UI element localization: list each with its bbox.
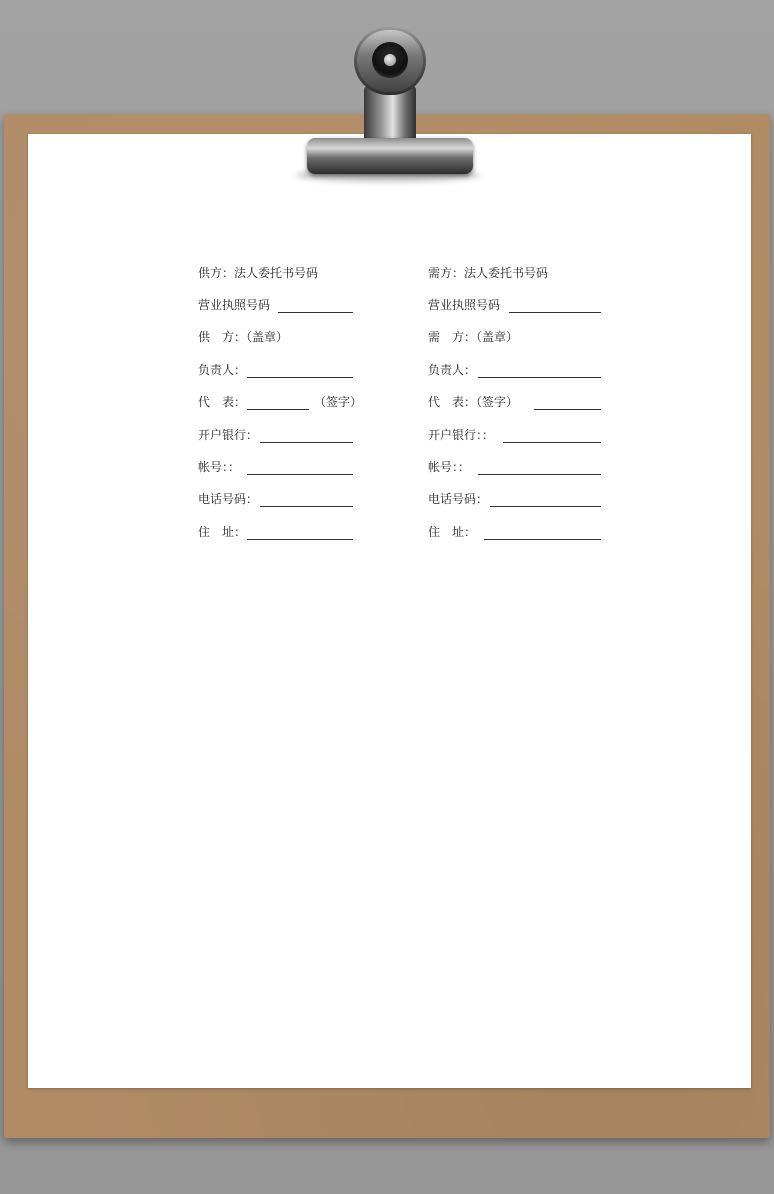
buyer-address-field[interactable]	[484, 539, 601, 540]
supplier-account-label: 帐号：：	[198, 460, 241, 474]
buyer-rep-field[interactable]	[534, 409, 601, 410]
supplier-bank-field[interactable]	[260, 442, 353, 443]
supplier-address-field[interactable]	[247, 539, 353, 540]
buyer-license-field[interactable]	[509, 312, 601, 313]
supplier-sign-label: （签字）	[314, 395, 363, 409]
buyer-party-label: 需 方：（盖章）	[428, 330, 519, 344]
buyer-address-label: 住 址：	[428, 525, 477, 539]
supplier-license-label: 营业执照号码	[198, 298, 271, 312]
supplier-account-field[interactable]	[247, 474, 353, 475]
paper-sheet	[28, 134, 751, 1088]
supplier-title: 供方：法人委托书号码	[198, 266, 319, 280]
supplier-party-label: 供 方：（盖章）	[198, 330, 289, 344]
supplier-address-label: 住 址：	[198, 525, 247, 539]
buyer-title: 需方：法人委托书号码	[428, 266, 549, 280]
buyer-responsible-field[interactable]	[478, 377, 601, 378]
supplier-bank-label: 开户银行：	[198, 428, 259, 442]
buyer-account-field[interactable]	[478, 474, 601, 475]
supplier-responsible-field[interactable]	[247, 377, 353, 378]
buyer-license-label: 营业执照号码	[428, 298, 501, 312]
buyer-phone-label: 电话号码：	[428, 492, 489, 506]
supplier-phone-label: 电话号码：	[198, 492, 259, 506]
supplier-license-field[interactable]	[278, 312, 353, 313]
buyer-bank-label: 开户银行：：	[428, 428, 495, 442]
supplier-responsible-label: 负责人：	[198, 363, 247, 377]
buyer-account-label: 帐号：：	[428, 460, 471, 474]
buyer-bank-field[interactable]	[503, 442, 601, 443]
supplier-rep-label: 代 表：	[198, 395, 247, 409]
clip-rivet	[384, 54, 396, 66]
buyer-phone-field[interactable]	[490, 506, 601, 507]
clipboard-clip	[307, 138, 473, 174]
clip-neck	[364, 86, 416, 146]
supplier-rep-field[interactable]	[247, 409, 309, 410]
buyer-rep-label: 代 表：（签字）	[428, 395, 519, 409]
buyer-responsible-label: 负责人：	[428, 363, 477, 377]
supplier-phone-field[interactable]	[260, 506, 353, 507]
